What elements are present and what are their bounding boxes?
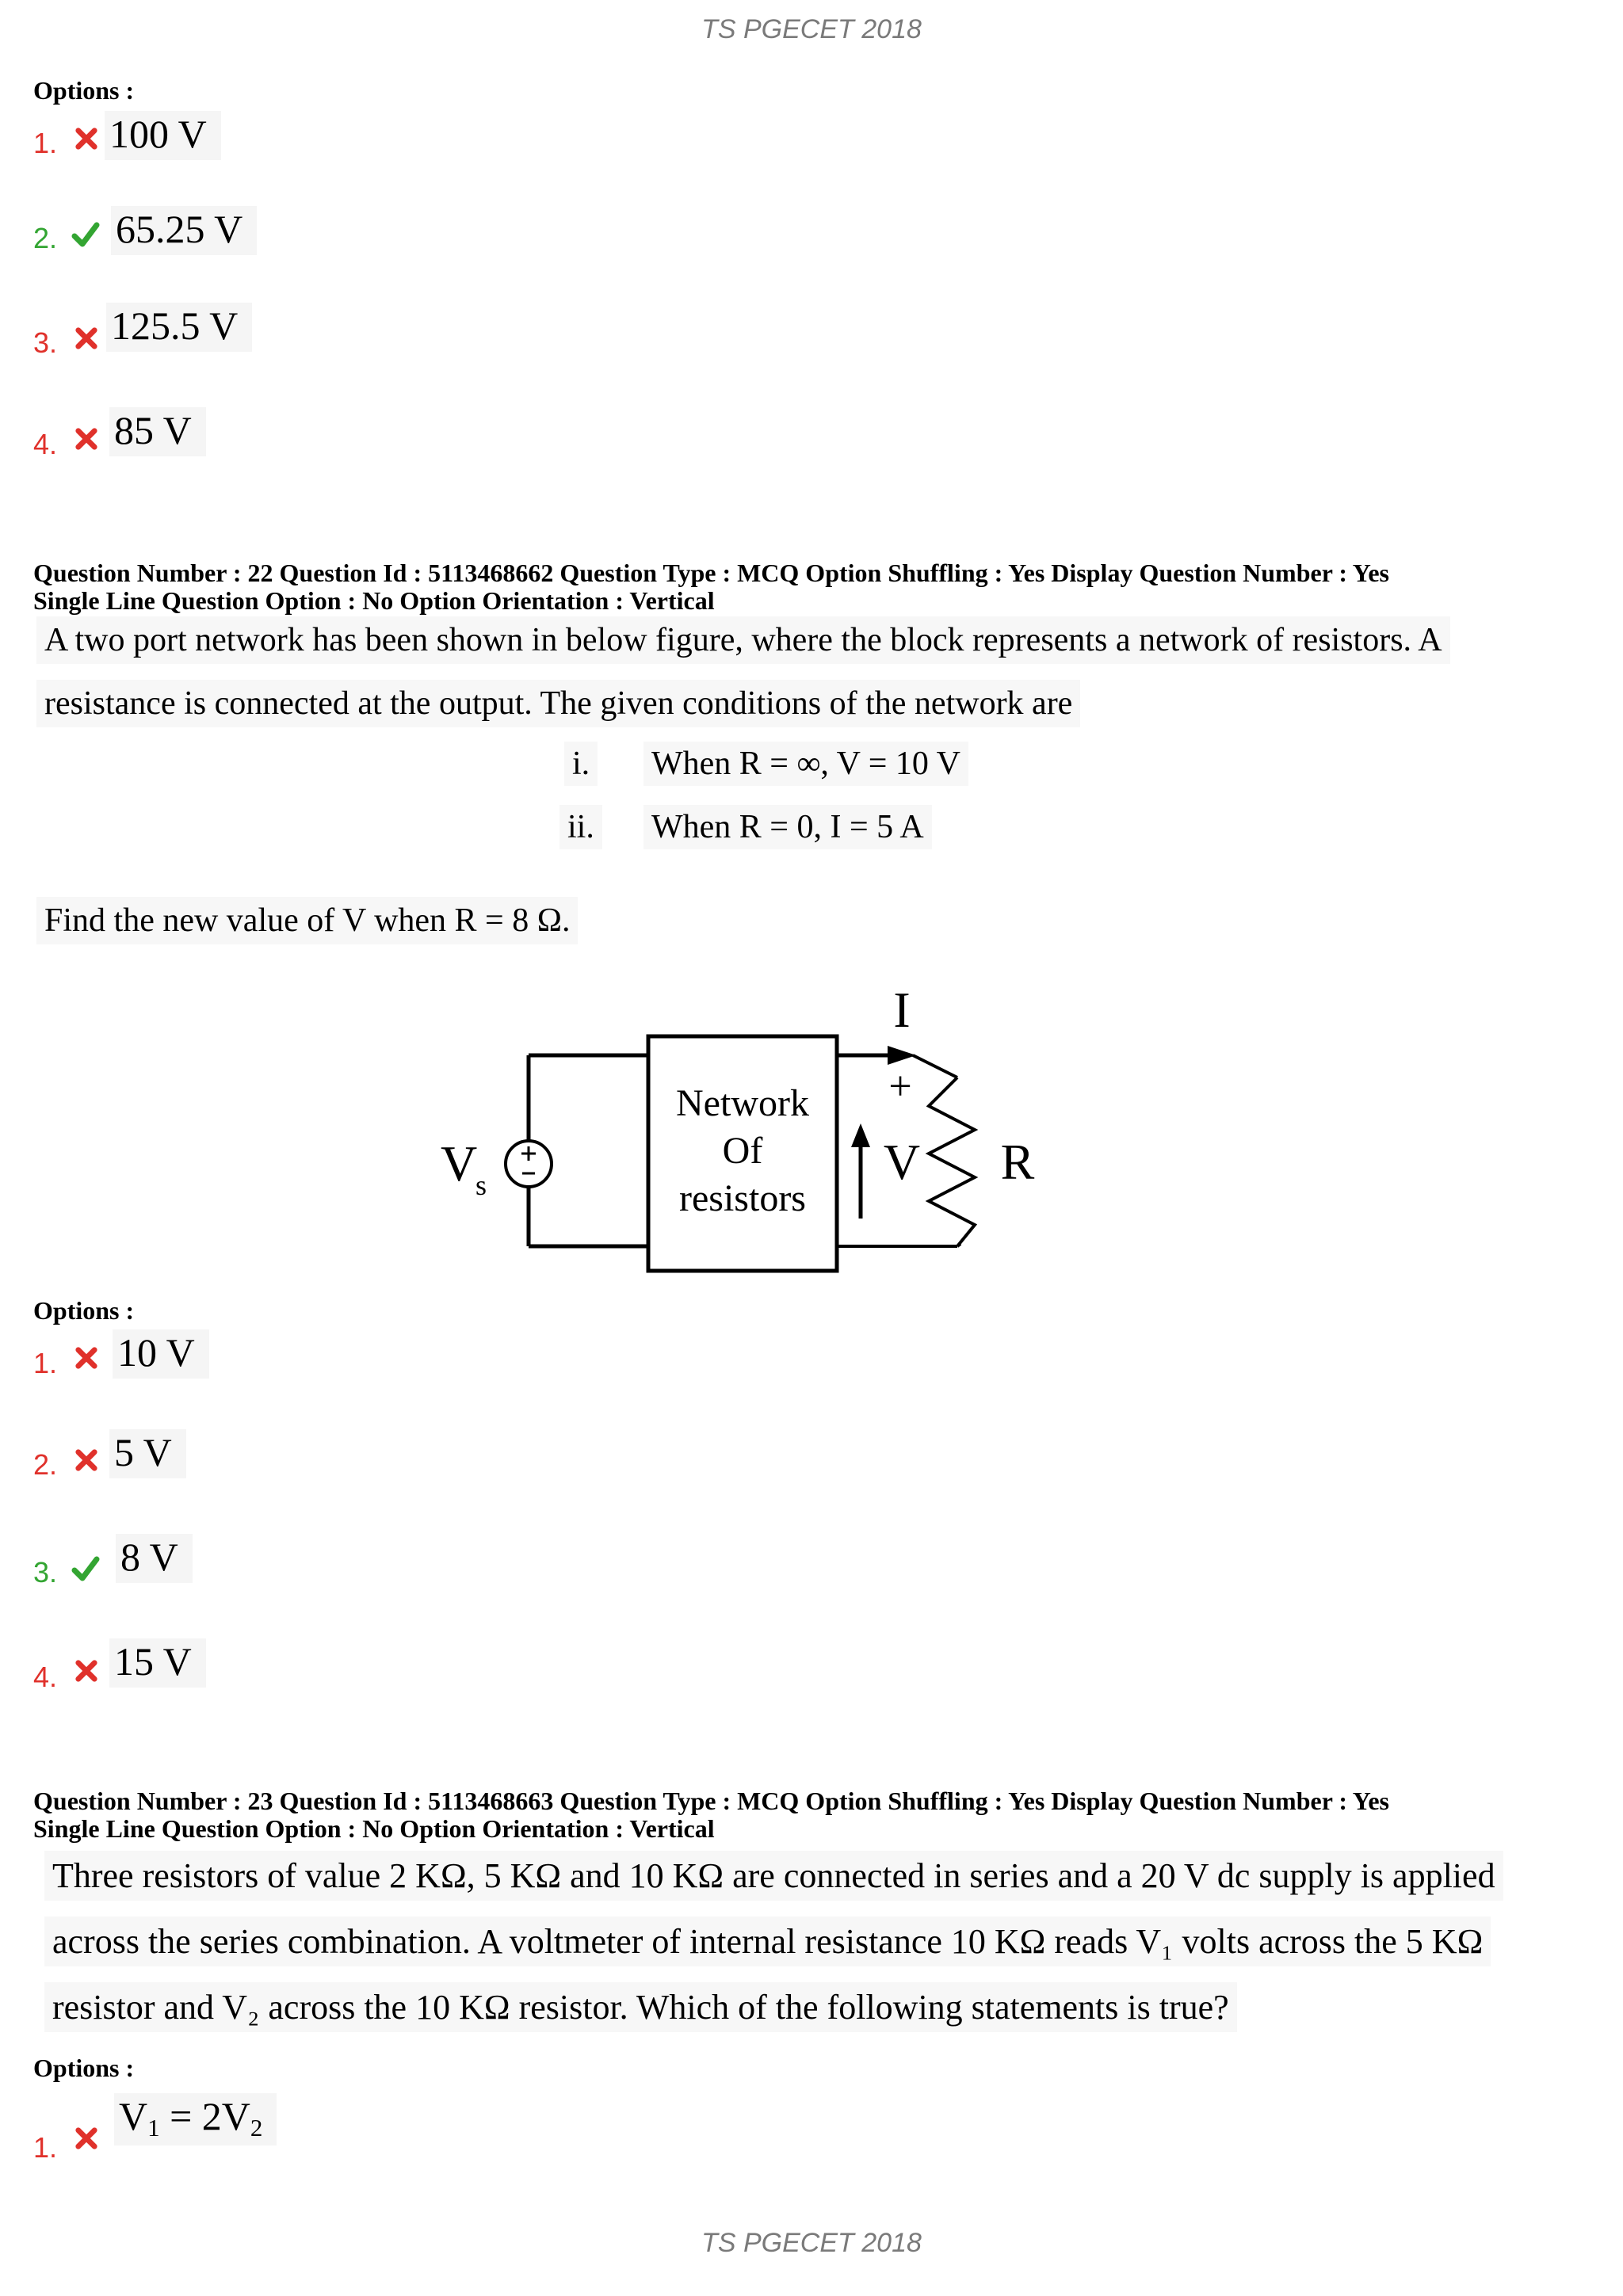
option-text: 85 V [109, 407, 206, 456]
page-header: TS PGECET 2018 [701, 14, 922, 44]
resistor-label: R [1000, 1134, 1035, 1190]
cross-icon [73, 125, 100, 152]
option-text: 8 V [116, 1534, 193, 1583]
question-text-line: across the series combination. A voltmeter of internal resistance 10 KΩ reads V₁ volts across the 5 KΩ [44, 1917, 1491, 1966]
option-number: 1. [33, 1347, 58, 1379]
current-arrow-icon [888, 1046, 916, 1065]
check-icon [70, 1553, 101, 1585]
option-text: 15 V [109, 1638, 206, 1688]
source-label-subscript: s [475, 1169, 487, 1201]
option-number: 2. [33, 1448, 58, 1481]
option-number: 1. [33, 127, 58, 159]
options-label: Options : [33, 1296, 135, 1325]
option-number: 2. [33, 222, 58, 254]
source-label: V [441, 1135, 478, 1192]
option-number: 4. [33, 428, 58, 460]
option-number: 1. [33, 2131, 58, 2164]
resistor-icon [929, 1077, 975, 1246]
condition-text: When R = 0, I = 5 A [643, 805, 932, 849]
options-label: Options : [33, 2054, 135, 2082]
voltage-source-icon [506, 1141, 552, 1187]
condition-text: When R = ∞, V = 10 V [643, 742, 968, 786]
circuit-diagram [428, 982, 1125, 1283]
cross-icon [73, 1447, 100, 1474]
cross-icon [73, 325, 100, 352]
block-label-line: resistors [679, 1177, 806, 1219]
page-footer: TS PGECET 2018 [701, 2228, 922, 2258]
option-text: 5 V [109, 1429, 186, 1478]
option-text: 10 V [113, 1329, 209, 1379]
option-text: 125.5 V [106, 303, 252, 352]
condition-number: i. [564, 742, 598, 786]
block-label-line: Of [722, 1130, 763, 1172]
question-meta-line: Question Number : 22 Question Id : 5113468662 Question Type : MCQ Option Shuffling : Yes Display Question Number : Yes [33, 559, 1389, 587]
question-text-line: Find the new value of V when R = 8 Ω. [36, 897, 578, 944]
cross-icon [73, 1657, 100, 1684]
condition-number: ii. [559, 805, 602, 849]
question-text-line: A two port network has been shown in below figure, where the block represents a network of resistors. A [36, 616, 1450, 664]
question-meta-line: Single Line Question Option : No Option Orientation : Vertical [33, 586, 715, 615]
option-text: 65.25 V [111, 206, 257, 255]
question-meta-line: Question Number : 23 Question Id : 5113468663 Question Type : MCQ Option Shuffling : Yes Display Question Number : Yes [33, 1787, 1389, 1815]
current-label: I [893, 982, 911, 1038]
cross-icon [73, 425, 100, 452]
question-text-line: Three resistors of value 2 KΩ, 5 KΩ and 10 KΩ are connected in series and a 20 V dc supply is applied [44, 1851, 1503, 1901]
option-text: 100 V [105, 111, 221, 160]
block-label-line: Network [676, 1082, 809, 1124]
option-number: 4. [33, 1661, 58, 1693]
cross-icon [73, 2125, 100, 2152]
question-text-line: resistor and V₂ across the 10 KΩ resistor. Which of the following statements is true? [44, 1982, 1237, 2032]
options-label: Options : [33, 76, 135, 105]
option-number: 3. [33, 1556, 58, 1589]
cross-icon [73, 1344, 100, 1371]
option-number: 3. [33, 326, 58, 359]
question-meta-line: Single Line Question Option : No Option Orientation : Vertical [33, 1814, 715, 1843]
wire [913, 1055, 957, 1077]
plus-sign: + [888, 1064, 912, 1109]
check-icon [70, 219, 101, 250]
voltage-label: V [883, 1134, 921, 1190]
option-text: $V_1 = 2V_2$ [114, 2093, 277, 2145]
question-text-line: resistance is connected at the output. The given conditions of the network are [36, 680, 1080, 727]
